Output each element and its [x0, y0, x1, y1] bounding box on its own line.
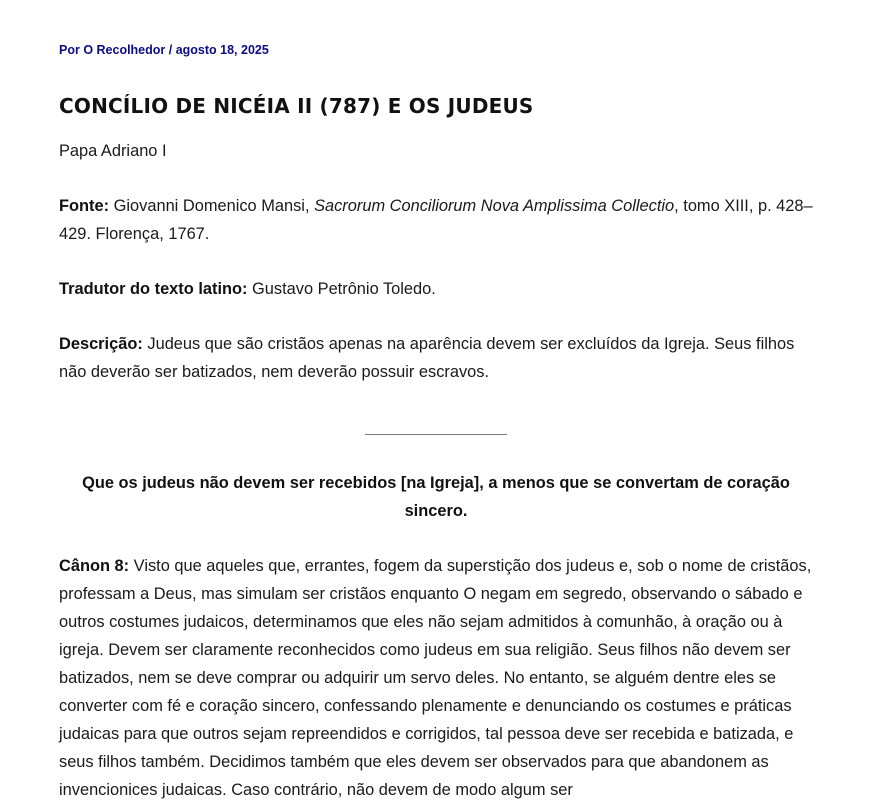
description-text: Judeus que são cristãos apenas na aparência devem ser excluídos da Igreja. Seus filhos não deverão ser batizados, nem deverão possuir escravos.	[59, 335, 795, 381]
source-work-title: Sacrorum Conciliorum Nova Amplissima Collectio	[314, 197, 675, 215]
byline	[59, 43, 269, 57]
author-line: Papa Adriano I	[59, 142, 167, 160]
post-date: agosto 18, 2025	[175, 43, 269, 57]
source-label: Fonte:	[59, 197, 110, 215]
canon-label: Cânon 8:	[59, 557, 130, 575]
canon-paragraph	[59, 552, 819, 800]
translator-paragraph	[59, 275, 819, 303]
section-heading: Que os judeus não devem ser recebidos [na Igreja], a menos que se convertam de coração sincero.	[82, 474, 790, 520]
description-label: Descrição:	[59, 335, 143, 353]
source-paragraph	[59, 192, 819, 248]
canon-text: Visto que aqueles que, errantes, fogem da superstição dos judeus e, sob o nome de cristãos, professam a Deus, mas simulam ser cristãos enquanto O negam em segredo, observando o sábado e outros costumes judaicos, determinamos que eles não sejam admitidos à comunhão, à oração ou à igreja. Devem ser claramente reconhecidos como judeus em sua religião. Seus filhos não devem ser batizados, nem se deve comprar ou adquirir um servo deles. No entanto, se alguém dentre eles se converter com fé e coração sincero, confessando plenamente e denunciando os costumes e práticas judaicas para que outros sejam repreendidos e corrigidos, tal pessoa deve ser recebida e batizada, e seus filhos também. Decidimos também que eles devem ser observados para que abandonem as invencionices judaicas. Caso contrário, não devem de modo algum ser	[59, 557, 812, 799]
author-link[interactable]: O Recolhedor	[83, 43, 166, 57]
description-paragraph	[59, 330, 819, 386]
translator-label: Tradutor do texto latino:	[59, 280, 248, 298]
page-title: CONCÍLIO DE NICÉIA II (787) E OS JUDEUS	[59, 94, 534, 118]
byline-separator: /	[165, 43, 176, 57]
source-before: Giovanni Domenico Mansi,	[109, 197, 315, 215]
section-divider	[365, 434, 507, 435]
translator-name: Gustavo Petrônio Toledo.	[247, 280, 436, 298]
source-after: , tomo XIII, p. 428–429. Florença, 1767.	[59, 197, 813, 243]
byline-prefix: Por	[59, 43, 84, 57]
